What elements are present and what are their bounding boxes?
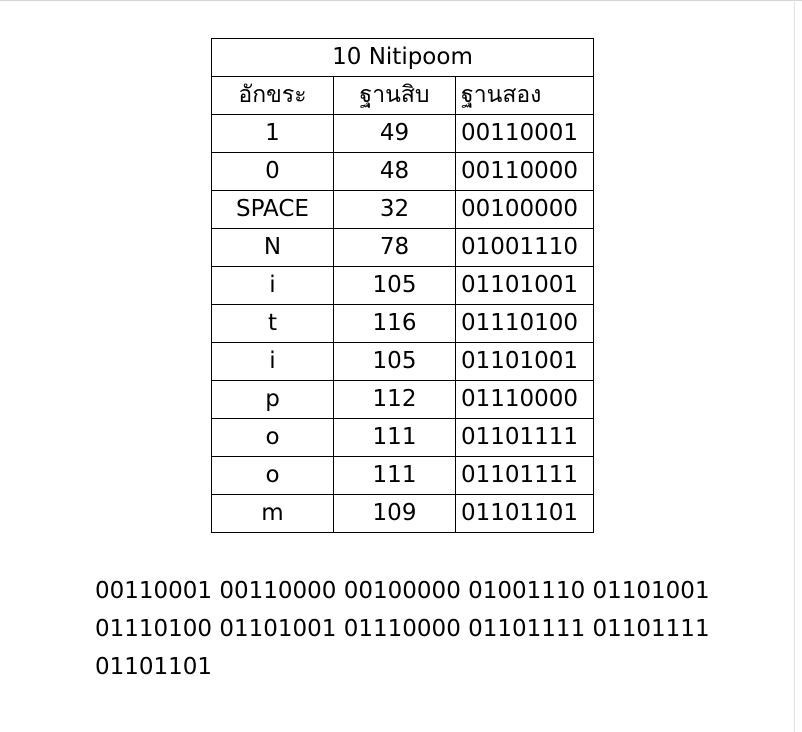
cell-character: SPACE	[212, 191, 334, 229]
cell-decimal: 32	[334, 191, 456, 229]
cell-binary: 00110001	[456, 115, 594, 153]
table-body	[212, 39, 594, 533]
cell-binary: 01001110	[456, 229, 594, 267]
character-code-table	[211, 38, 594, 533]
cell-binary: 00100000	[456, 191, 594, 229]
cell-decimal: 105	[334, 343, 456, 381]
header-binary: ฐานสอง	[456, 77, 594, 115]
binary-output-line: 01110100 01101001 01110000 01101111 01101111	[95, 616, 710, 642]
cell-character: o	[212, 457, 334, 495]
cell-binary: 01101101	[456, 495, 594, 533]
binary-output-line: 01101101	[95, 654, 213, 680]
table-row	[212, 419, 594, 457]
cell-decimal: 48	[334, 153, 456, 191]
header-decimal: ฐานสิบ	[334, 77, 456, 115]
binary-output-paragraph	[95, 572, 735, 686]
cell-character: p	[212, 381, 334, 419]
cell-decimal: 78	[334, 229, 456, 267]
cell-binary: 00110000	[456, 153, 594, 191]
cell-character: i	[212, 267, 334, 305]
table-header-row	[212, 77, 594, 115]
cell-decimal: 109	[334, 495, 456, 533]
table-row	[212, 191, 594, 229]
cell-decimal: 116	[334, 305, 456, 343]
cell-character: o	[212, 419, 334, 457]
cell-decimal: 111	[334, 457, 456, 495]
table-row	[212, 229, 594, 267]
table-row	[212, 495, 594, 533]
table-row	[212, 267, 594, 305]
cell-binary: 01101001	[456, 267, 594, 305]
cell-character: N	[212, 229, 334, 267]
table-title-row	[212, 39, 594, 77]
cell-character: 1	[212, 115, 334, 153]
cell-binary: 01110000	[456, 381, 594, 419]
cell-character: i	[212, 343, 334, 381]
table-title: 10 Nitipoom	[212, 39, 594, 77]
cell-decimal: 111	[334, 419, 456, 457]
page-top-border	[0, 0, 802, 1]
table-row	[212, 381, 594, 419]
cell-binary: 01101001	[456, 343, 594, 381]
cell-binary: 01110100	[456, 305, 594, 343]
table-row	[212, 457, 594, 495]
cell-decimal: 112	[334, 381, 456, 419]
table-row	[212, 153, 594, 191]
cell-binary: 01101111	[456, 457, 594, 495]
binary-output-line: 00110001 00110000 00100000 01001110 01101001	[95, 578, 710, 604]
cell-character: 0	[212, 153, 334, 191]
page-right-border	[794, 0, 795, 732]
header-character: อักขระ	[212, 77, 334, 115]
cell-character: m	[212, 495, 334, 533]
cell-decimal: 105	[334, 267, 456, 305]
table-row	[212, 343, 594, 381]
cell-decimal: 49	[334, 115, 456, 153]
cell-binary: 01101111	[456, 419, 594, 457]
cell-character: t	[212, 305, 334, 343]
table-row	[212, 305, 594, 343]
table-row	[212, 115, 594, 153]
